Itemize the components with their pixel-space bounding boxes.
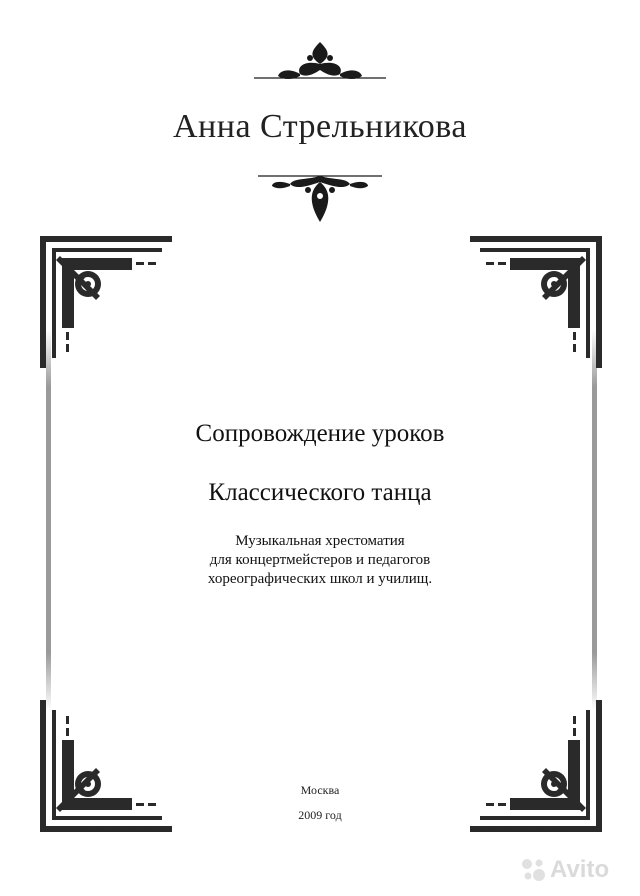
avito-logo-icon	[520, 857, 546, 883]
book-subtitle	[0, 532, 640, 589]
subtitle-line: хореографических школ и училищ.	[207, 571, 433, 587]
avito-logo-text: Avito	[550, 856, 610, 883]
publication-city: Москва	[300, 783, 340, 797]
book-title-line-1: Сопровождение уроков	[195, 420, 445, 447]
subtitle-line: для концертмейстеров и педагогов	[209, 552, 431, 568]
book-title-line-2: Классического танца	[208, 479, 432, 506]
avito-watermark	[520, 852, 632, 888]
author-name: Анна Стрельникова	[173, 108, 467, 145]
publication-year: 2009 год	[298, 808, 342, 822]
subtitle-line: Музыкальная хрестоматия	[235, 533, 405, 549]
